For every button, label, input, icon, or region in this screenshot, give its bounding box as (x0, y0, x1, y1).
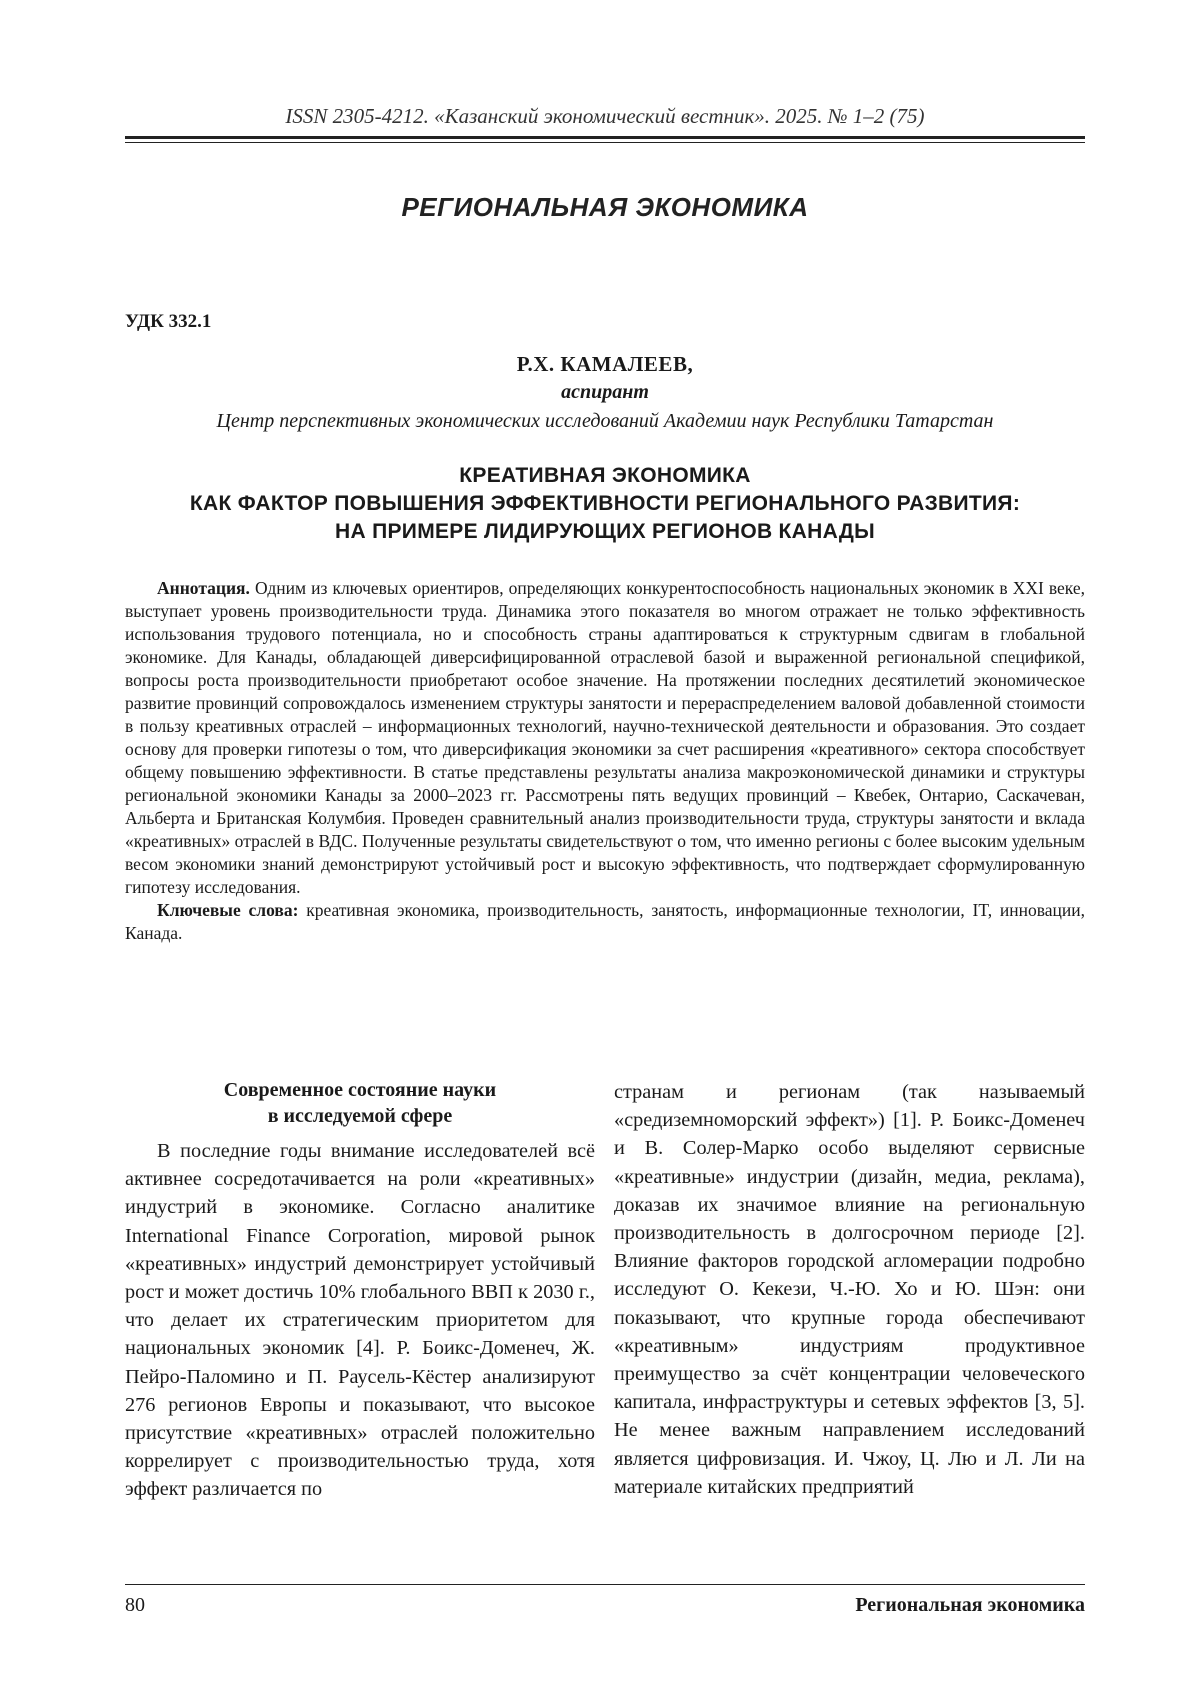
subsection-heading-line: Современное состояние науки (223, 1079, 497, 1101)
abstract-paragraph (125, 577, 1085, 899)
abstract-label: Аннотация. (157, 578, 250, 598)
subsection-heading-line: в исследуемой сфере (267, 1105, 453, 1127)
body-column-right (614, 1078, 1085, 1501)
body-column-left (125, 1077, 595, 1504)
author-name: Р.Х. КАМАЛЕЕВ, (516, 352, 694, 376)
abstract-block (125, 577, 1085, 945)
author-position: аспирант (561, 381, 649, 403)
running-head: ISSN 2305-4212. «Казанский экономический вестник». 2025. № 1–2 (75) (285, 104, 925, 128)
udk-code: УДК 332.1 (125, 311, 212, 332)
keywords-paragraph (125, 899, 1085, 945)
header-rule-thin (125, 142, 1085, 143)
footer-section-title: Региональная экономика (855, 1594, 1085, 1616)
article-title-line: КРЕАТИВНАЯ ЭКОНОМИКА (459, 464, 751, 487)
body-paragraph-right: странам и регионам (так называемый «средиземноморский эффект») [1]. Р. Боикс-Доменеч и В. Солер-Марко особо выделяют сервисные «креативные» индустрии (дизайн, медиа, реклама), доказав их значимое влияние на региональную производительность в долгосрочном периоде [2]. Влияние факторов городской агломерации подробно исследуют О. Кекези, Ч.-Ю. Хо и Ю. Шэн: они показывают, что крупные города обеспечивают «креативным» индустриям продуктивное преимущество за счёт концентрации человеческого капитала, инфраструктуры и сетевых эффектов [3, 5]. Не менее важным направлением исследований является цифровизация. И. Чжоу, Ц. Лю и Л. Ли на материале китайских предприятий (614, 1081, 1085, 1498)
footer-rule (125, 1584, 1085, 1585)
article-title-line: НА ПРИМЕРЕ ЛИДИРУЮЩИХ РЕГИОНОВ КАНАДЫ (335, 520, 875, 543)
author-affiliation: Центр перспективных экономических исследований Академии наук Республики Татарстан (216, 410, 994, 432)
header-rule-thick (125, 136, 1085, 139)
keywords-label: Ключевые слова: (157, 900, 299, 920)
section-title: РЕГИОНАЛЬНАЯ ЭКОНОМИКА (401, 192, 809, 222)
article-title (125, 462, 1085, 546)
article-title-line: КАК ФАКТОР ПОВЫШЕНИЯ ЭФФЕКТИВНОСТИ РЕГИОНАЛЬНОГО РАЗВИТИЯ: (189, 492, 1021, 515)
keywords-text: креативная экономика, производительность, занятость, информационные технологии, IT, инновации, Канада. (125, 900, 1085, 943)
subsection-heading (125, 1077, 595, 1129)
page-number: 80 (125, 1594, 145, 1616)
abstract-text: Одним из ключевых ориентиров, определяющих конкурентоспособность национальных экономик в XXI веке, выступает уровень производительности труда. Динамика этого показателя во многом отражает не только эффективность использования трудового потенциала, но и способность страны адаптироваться к структурным сдвигам в глобальной экономике. Для Канады, обладающей диверсифицированной отраслевой базой и выраженной региональной спецификой, вопросы роста производительности приобретают особое значение. На протяжении последних десятилетий экономическое развитие провинций сопровождалось изменением структуры занятости и перераспределением валовой добавленной стоимости в пользу креативных отраслей – информационных технологий, научно-технической деятельности и образования. Это создает основу для проверки гипотезы о том, что диверсификация экономики за счет расширения «креативного» сектора способствует общему повышению эффективности. В статье представлены результаты анализа макроэкономической динамики и структуры региональной экономики Канады за 2000–2023 гг. Рассмотрены пять ведущих провинций – Квебек, Онтарио, Саскачеван, Альберта и Британская Колумбия. Проведен сравнительный анализ производительности труда, структуры занятости и вклада «креативных» отраслей в ВДС. Полученные результаты свидетельствуют о том, что именно регионы с более высоким удельным весом экономики знаний демонстрируют устойчивый рост и высокую эффективность, что подтверждает сформулированную гипотезу исследования. (125, 578, 1085, 897)
body-paragraph-left: В последние годы внимание исследователей всё активнее сосредотачивается на роли «креативных» индустрий в экономике. Согласно аналитике International Finance Corporation, мировой рынок «креативных» индустрий демонстрирует устойчивый рост и может достичь 10% глобального ВВП к 2030 г., что делает их стратегическим приоритетом для национальных экономик [4]. Р. Боикс-Доменеч, Ж. Пейро-Паломино и П. Раусель-Кёстер анализируют 276 регионов Европы и показывают, что высокое присутствие «креативных» отраслей положительно коррелирует с производительностью труда, хотя эффект различается по (125, 1140, 595, 1501)
